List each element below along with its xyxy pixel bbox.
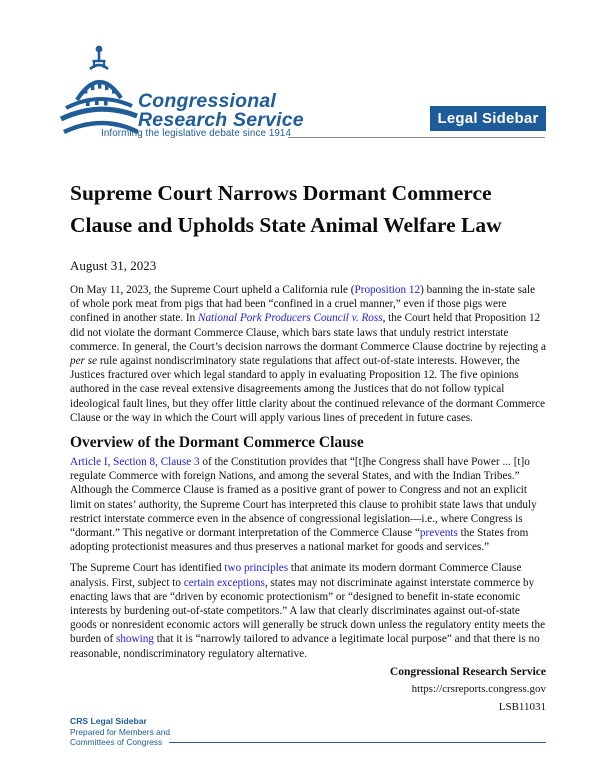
text-run: The Supreme Court has identified: [70, 562, 225, 575]
text-run: On May 11, 2023, the Supreme Court upheld a California rule (: [70, 284, 355, 296]
footer-product-block: [70, 716, 546, 748]
hyperlink[interactable]: Proposition 12: [354, 284, 421, 296]
hyperlink[interactable]: National Pork Producers Council v. Ross: [198, 312, 383, 325]
text-run: , the Court held that Proposition 12 did not violate the dormant Commerce Clause, which bars state laws that unduly restrict interstate commerce. In general, the Court’s decision narrows the dormant Commerce Clause doctrine by rejecting a: [70, 312, 546, 353]
document-header: [0, 0, 600, 165]
header-divider-line: [288, 137, 545, 138]
hyperlink[interactable]: prevents: [419, 527, 458, 540]
section-heading-overview: Overview of the Dormant Commerce Clause: [70, 434, 364, 452]
text-run: that it is “narrowly tailored to advance a legitimate local purpose” and that there is no reasonable, nondiscriminatory regulatory alternative.: [70, 633, 540, 660]
text-run: per se: [70, 355, 98, 368]
logo-line-1: Congressional: [138, 90, 277, 112]
hyperlink[interactable]: two principles: [224, 562, 289, 575]
footer-report-url: https://crsreports.congress.gov: [411, 683, 546, 696]
text-run: , states may not discriminate against interstate commerce by enacting laws that are “driven by economic protectionism” or “designed to benefit in-state economic interests by burdening out-of-state competitors.” A law that clearly discriminates against out-of-state goods or nonresident economic actors will generally be struck down unless the regulatory entity meets the burden of: [70, 576, 546, 646]
footer-document-id: LSB11031: [498, 700, 546, 713]
paragraph-intro: [70, 283, 546, 425]
footer-attribution: [70, 664, 546, 717]
text-run: that animate its modern dormant Commerce Clause analysis. First, subject to: [70, 562, 522, 589]
text-run: ) banning the in-state sale of whole pork meat from pigs that had been “confined in a cruel manner,” even if those pigs were confined in another state. In: [70, 284, 536, 325]
publication-date: August 31, 2023: [70, 258, 157, 273]
paragraph-commerce-clause: [70, 455, 546, 554]
paragraph-two-principles: [70, 561, 546, 660]
text-run: rule against nondiscriminatory state regulations that affect out-of-state interests. However, the Justices fractured over which legal standard to apply in evaluating Proposition 12. The five opinions authored in the case reveal extensive disagreements among the Justices that do not follow typical ideological fault lines, but they offer little clarity about the continued relevance of the dormant Commerce Clause or the way in which the Court will apply various lines of precedent in future cases.: [70, 355, 546, 424]
hyperlink[interactable]: Article I, Section 8, Clause 3: [70, 456, 200, 469]
logo-line-2: Research Service: [138, 109, 304, 131]
document-body: [70, 177, 546, 716]
footer-product-name: CRS Legal Sidebar: [70, 716, 147, 726]
crs-logo-wordmark: [138, 92, 304, 130]
legal-sidebar-badge: Legal Sidebar: [430, 106, 546, 131]
text-run: of the Constitution provides that “[t]he Congress shall have Power ... [t]o regulate Commerce with foreign Nations, and among the several States, and with the Indian Tribes.” Although the Commerce Clause is framed as a positive grant of power to Congress and not an explicit limit on states’ authority, the Supreme Court has interpreted this clause to prohibit state laws that unduly restrict interstate commerce even in the absence of congressional legislation—i.e., where Congress is “dormant.” This negative or dormant interpretation of the Commerce Clause “: [70, 456, 537, 540]
hyperlink[interactable]: certain exceptions: [183, 576, 265, 589]
footer-org-name: Congressional Research Service: [389, 665, 546, 678]
hyperlink[interactable]: showing: [115, 633, 154, 646]
footer-prepared-line-2: Committees of Congress: [70, 737, 163, 747]
text-run: the States from adopting protectionist measures and thus preserves a national market for goods and services.”: [70, 527, 529, 554]
crs-tagline: Informing the legislative debate since 1914: [101, 128, 292, 139]
footer-prepared-line-1: Prepared for Members and: [70, 726, 171, 737]
footer-divider-line: [169, 742, 546, 743]
page-title: Supreme Court Narrows Dormant Commerce Clause and Upholds State Animal Welfare Law: [70, 181, 502, 237]
